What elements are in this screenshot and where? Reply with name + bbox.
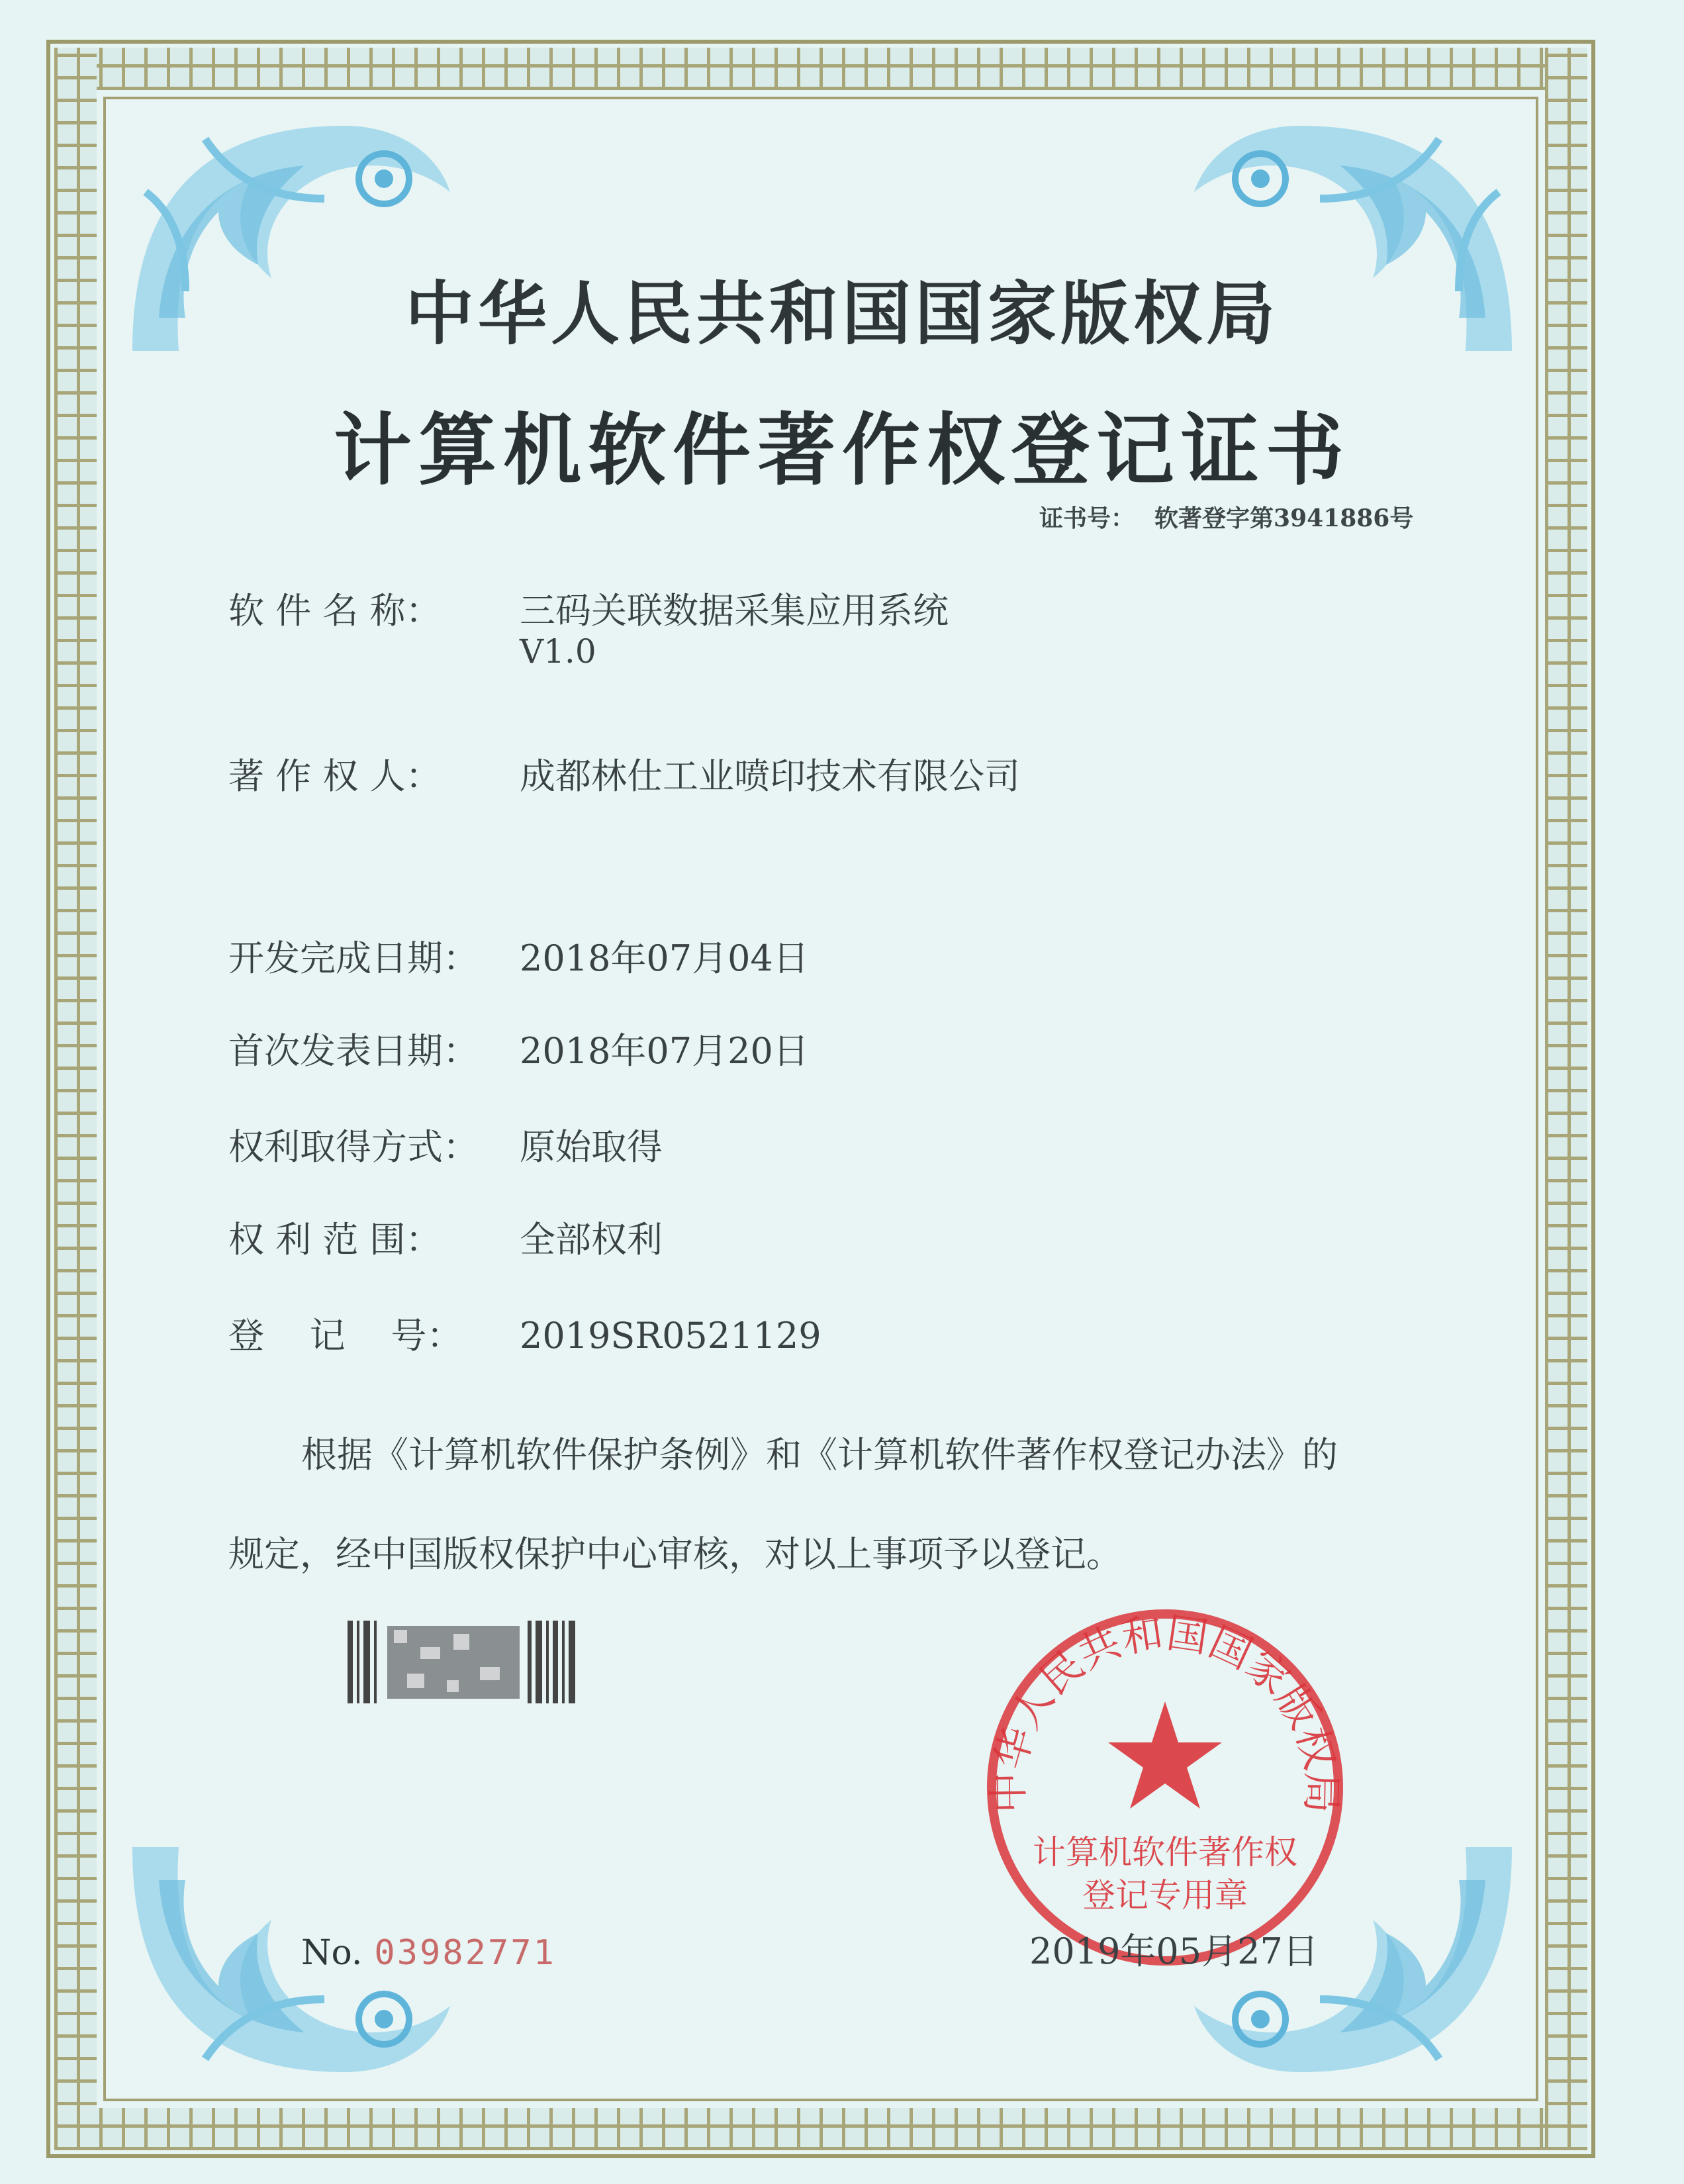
publish-date-row <box>228 1023 809 1074</box>
acquire-method-label: 权利取得方式： <box>228 1126 479 1168</box>
dev-date-label: 开发完成日期： <box>228 937 479 979</box>
seal-inner-line-1: 计算机软件著作权 <box>1033 1833 1297 1872</box>
registration-number-label: 登 记 号： <box>228 1315 463 1356</box>
acquire-method-value: 原始取得 <box>520 1126 663 1168</box>
fret-border-bottom <box>54 2108 1587 2150</box>
statement-line-1: 根据《计算机软件保护条例》和《计算机软件著作权登记办法》的 <box>301 1434 1338 1476</box>
registration-number-row <box>228 1307 821 1358</box>
statement-line-2: 规定，经中国版权保护中心审核，对以上事项予以登记。 <box>228 1533 1122 1575</box>
owner-label: 著 作 权 人： <box>228 755 442 797</box>
certificate-number-label: 证书号： <box>1039 504 1135 532</box>
serial-value: 03982771 <box>374 1933 556 1973</box>
fret-border-top <box>54 48 1587 90</box>
publish-date-label: 首次发表日期： <box>228 1030 479 1072</box>
issue-date: 2019年05月27日 <box>1029 1930 1319 1972</box>
rights-scope-label: 权 利 范 围： <box>228 1219 442 1260</box>
dev-date-row <box>228 930 809 981</box>
registration-number-value: 2019SR0521129 <box>520 1315 821 1356</box>
software-name-label: 软 件 名 称： <box>228 590 442 632</box>
barcode-icon <box>348 1621 579 1703</box>
dev-date-value: 2018年07月04日 <box>520 937 809 979</box>
rights-scope-value: 全部权利 <box>520 1219 663 1260</box>
issuing-authority: 中华人民共和国国家版权局 <box>404 273 1279 354</box>
software-name-value: 三码关联数据采集应用系统 <box>520 590 949 632</box>
software-name-row <box>228 583 949 634</box>
fret-border-left <box>54 48 97 2150</box>
official-seal-icon <box>980 1602 1350 1973</box>
serial-prefix: No. <box>301 1933 363 1973</box>
fret-border-right <box>1545 48 1587 2150</box>
software-version: V1.0 <box>520 632 596 671</box>
owner-row <box>228 748 1020 799</box>
certificate-title: 计算机软件著作权登记证书 <box>333 404 1350 496</box>
seal-inner-line-2: 登记专用章 <box>1082 1876 1248 1915</box>
certificate-number-value: 软著登字第3941886号 <box>1154 504 1414 532</box>
acquire-method-row <box>228 1119 663 1170</box>
seal-ring-text: 中华人民共和国国家版权局 <box>984 1608 1346 1814</box>
owner-value: 成都林仕工业喷印技术有限公司 <box>520 755 1020 797</box>
serial-number <box>301 1933 556 1973</box>
certificate-number <box>1039 500 1433 534</box>
rights-scope-row <box>228 1211 663 1262</box>
publish-date-value: 2018年07月20日 <box>520 1030 809 1072</box>
